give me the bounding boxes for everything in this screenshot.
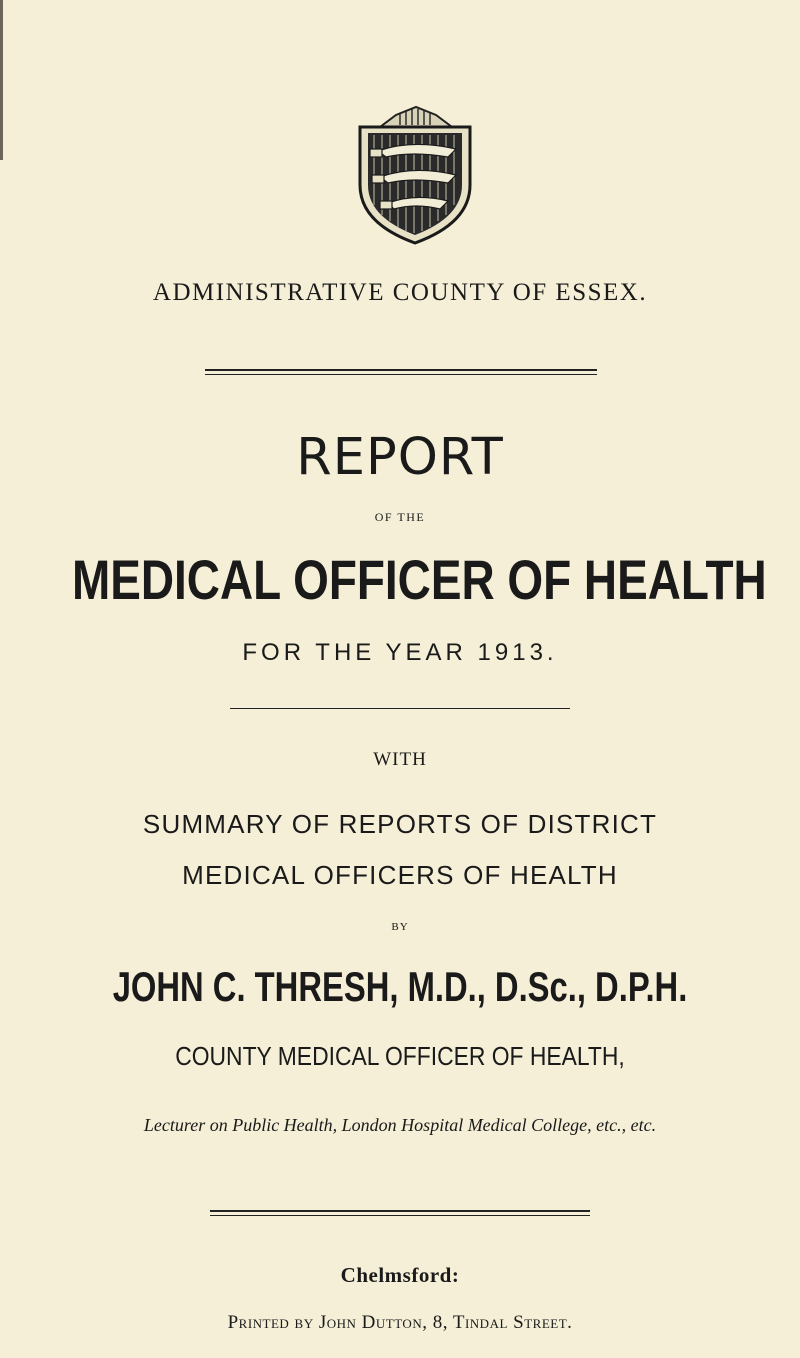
county-heading: ADMINISTRATIVE COUNTY OF ESSEX. bbox=[152, 279, 648, 306]
page-edge-shadow bbox=[0, 0, 3, 160]
author-position: COUNTY MEDICAL OFFICER OF HEALTH, bbox=[175, 1041, 625, 1071]
summary-line-2: MEDICAL OFFICERS OF HEALTH bbox=[182, 860, 618, 890]
office-title: MEDICAL OFFICER OF HEALTH bbox=[72, 548, 767, 611]
report-year: FOR THE YEAR 1913. bbox=[242, 639, 558, 666]
author-lectureship: Lecturer on Public Health, London Hospital Medical College, etc., etc. bbox=[143, 1115, 657, 1135]
with-label: WITH bbox=[373, 749, 427, 770]
summary-line-1: SUMMARY OF REPORTS OF DISTRICT bbox=[142, 809, 658, 839]
author-name: JOHN C. THRESH, M.D., D.Sc., D.P.H. bbox=[112, 963, 688, 1010]
essex-crest-icon bbox=[352, 105, 478, 245]
single-rule bbox=[230, 708, 570, 709]
imprint-printer: Printed by John Dutton, 8, Tindal Street. bbox=[227, 1312, 573, 1333]
report-title: REPORT bbox=[296, 428, 504, 487]
of-the-label: OF THE bbox=[374, 510, 426, 524]
by-label: BY bbox=[391, 921, 409, 933]
imprint-place: Chelmsford: bbox=[340, 1263, 460, 1287]
double-rule-bottom bbox=[210, 1210, 590, 1216]
double-rule-top bbox=[205, 369, 597, 375]
